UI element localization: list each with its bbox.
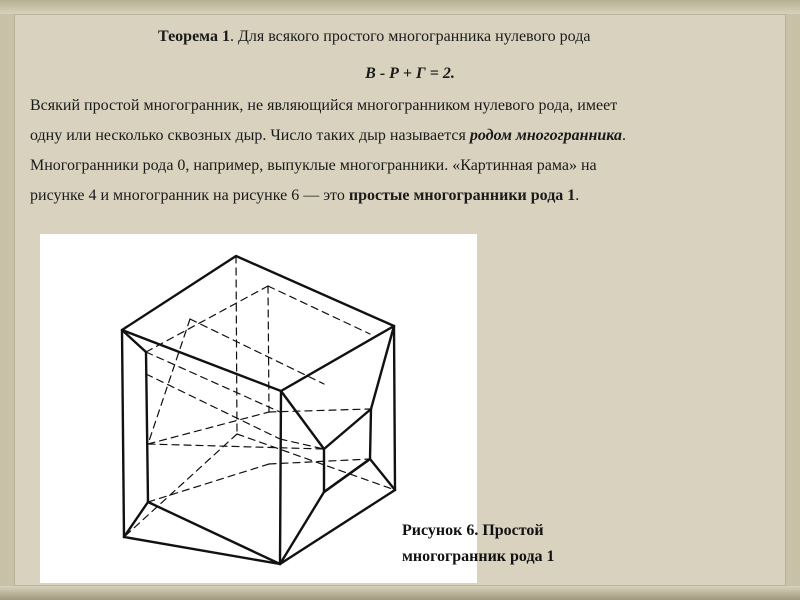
theorem-line bbox=[158, 22, 790, 52]
caption-line-1: Рисунок 6. Простой bbox=[402, 522, 544, 539]
slide-frame-top bbox=[0, 0, 800, 14]
paragraph-line-2-post: . bbox=[621, 127, 626, 144]
euler-formula: В - Р + Г = 2. bbox=[365, 65, 455, 82]
figure-caption bbox=[402, 518, 632, 570]
paragraph-line-1: Всякий простой многогранник, не являющийся многогранником нулевого рода, имеет bbox=[30, 97, 618, 114]
slide-frame-bottom bbox=[0, 586, 800, 600]
paragraph-line-4-pre: рисунке 4 и многогранник на рисунке 6 — это bbox=[30, 187, 349, 204]
paragraph-line-4-post: . bbox=[575, 187, 580, 204]
theorem-label: Теорема 1 bbox=[158, 28, 230, 45]
slide bbox=[14, 14, 786, 586]
paragraph bbox=[30, 91, 790, 211]
caption-line-2: многогранник рода 1 bbox=[402, 548, 555, 565]
paragraph-line-3: Многогранники рода 0, например, выпуклые многогранники. «Картинная рама» на bbox=[30, 157, 597, 174]
slide-text bbox=[30, 22, 790, 211]
paragraph-line-4-bold: простые многогранники рода 1 bbox=[348, 187, 576, 204]
term-polyhedron-genus: родом многогранника bbox=[469, 127, 622, 144]
paragraph-line-2-pre: одну или несколько сквозных дыр. Число таких дыр называется bbox=[30, 127, 470, 144]
theorem-text: . Для всякого простого многогранника нулевого рода bbox=[229, 28, 591, 45]
